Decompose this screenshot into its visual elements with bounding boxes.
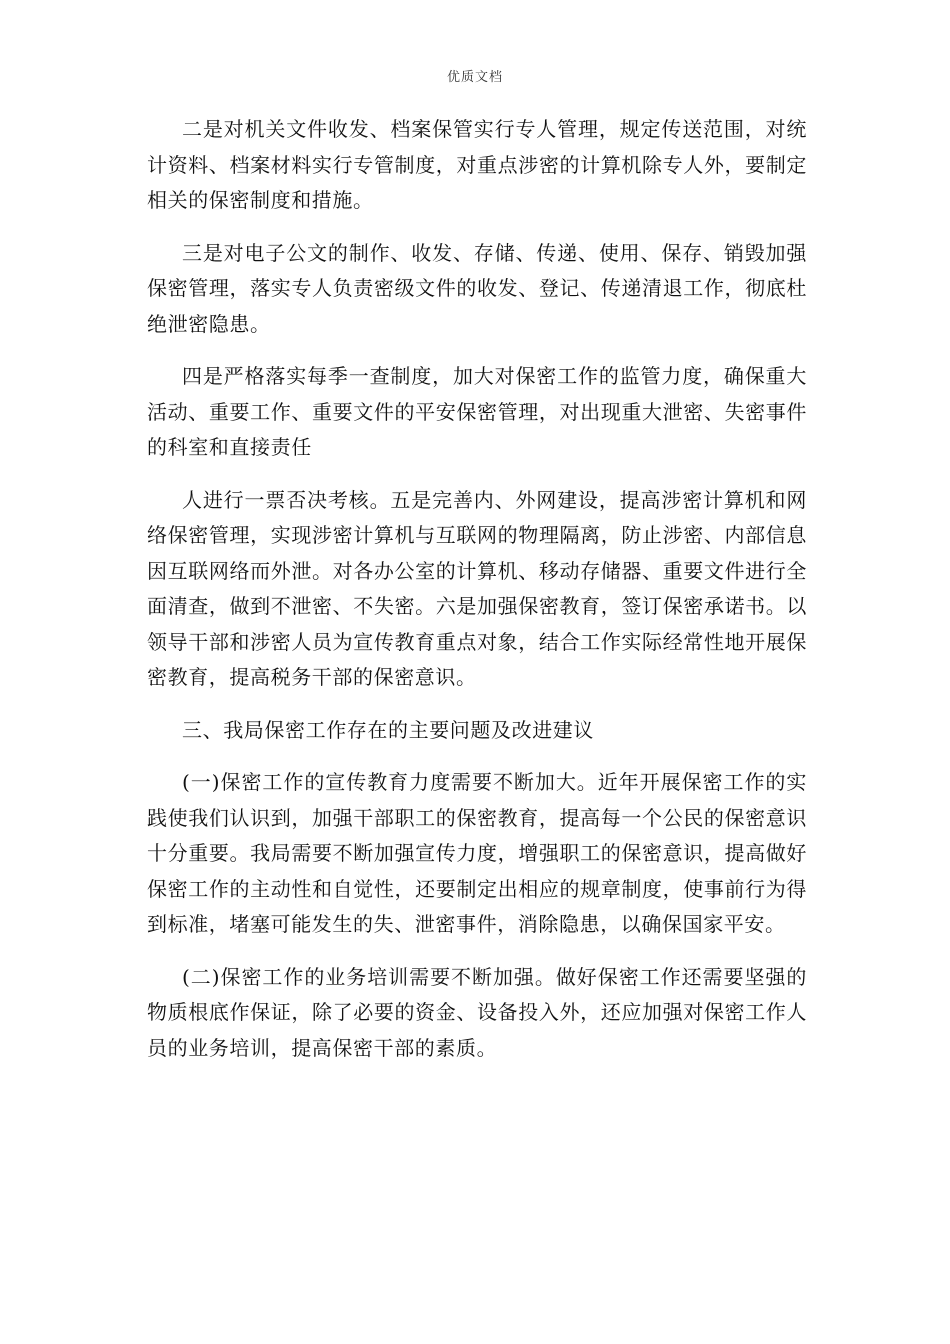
paragraph-item-2: 二是对机关文件收发、档案保管实行专人管理，规定传送范围，对统计资料、档案材料实行专管制度，对重点涉密的计算机除专人外，要制定相关的保密制度和措施。 [147, 117, 807, 212]
paragraph-problem-2: (二)保密工作的业务培训需要不断加强。做好保密工作还需要坚强的物质根底作保证，除了必要的资金、设备投入外，还应加强对保密工作人员的业务培训，提高保密干部的素质。 [147, 964, 807, 1060]
paragraph-item-3: 三是对电子公文的制作、收发、存储、传递、使用、保存、销毁加强保密管理，落实专人负责密级文件的收发、登记、传递清退工作，彻底杜绝泄密隐患。 [147, 240, 807, 336]
section-heading-problems: 三、我局保密工作存在的主要问题及改进建议 [182, 717, 594, 742]
page-header: 优质文档 [446, 70, 503, 85]
paragraph-item-4: 四是严格落实每季一查制度，加大对保密工作的监管力度，确保重大活动、重要工作、重要文件的平安保密管理，对出现重大泄密、失密事件的科室和直接责任 [147, 364, 807, 459]
paragraph-items-5-6: 人进行一票否决考核。五是完善内、外网建设，提高涉密计算机和网络保密管理，实现涉密计算机与互联网的物理隔离，防止涉密、内部信息因互联网络而外泄。对各办公室的计算机、移动存储器、重要文件进行全面清查，做到不泄密、不失密。六是加强保密教育，签订保密承诺书。以领导干部和涉密人员为宣传教育重点对象，结合工作实际经常性地开展保密教育，提高税务干部的保密意识。 [147, 487, 807, 689]
paragraph-problem-1: (一)保密工作的宣传教育力度需要不断加大。近年开展保密工作的实践使我们认识到，加强干部职工的保密教育，提高每一个公民的保密意识十分重要。我局需要不断加强宣传力度，增强职工的保密意识，提高做好保密工作的主动性和自觉性，还要制定出相应的规章制度，使事前行为得到标准，堵塞可能发生的失、泄密事件，消除隐患，以确保国家平安。 [147, 770, 807, 936]
document-body [147, 112, 807, 1083]
